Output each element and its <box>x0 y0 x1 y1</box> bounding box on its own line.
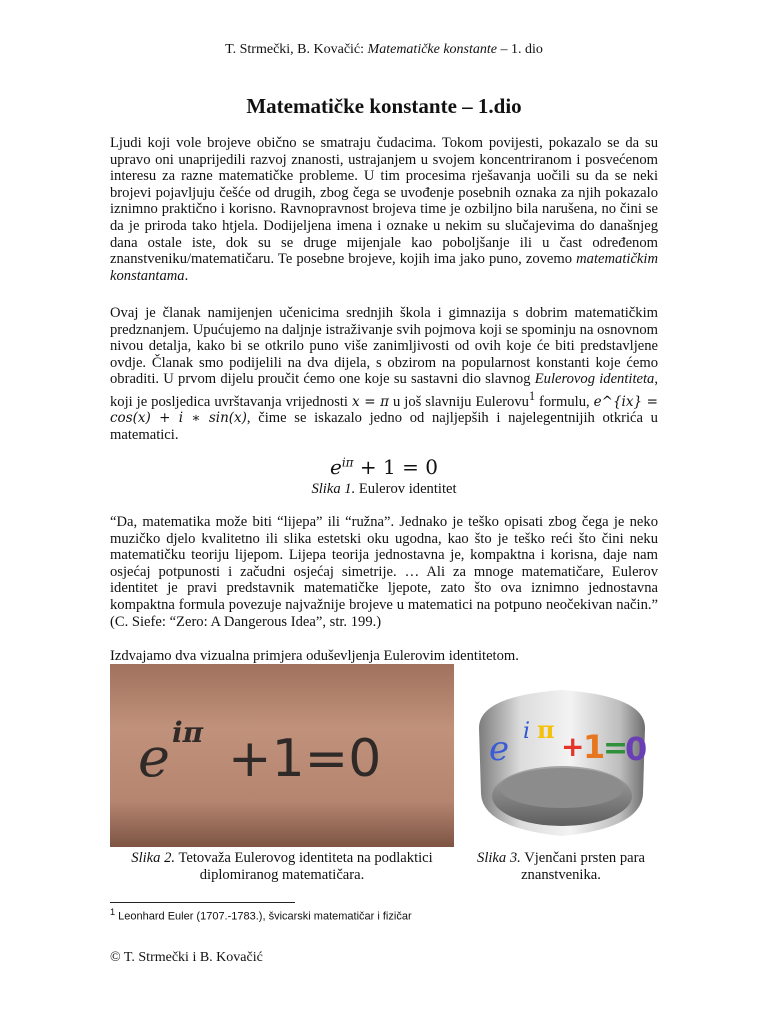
paragraph-examples: Izdvajamo dva vizualna primjera oduševljenja Eulerovim identitetom. <box>110 648 519 664</box>
running-header <box>0 42 768 58</box>
caption-label: Slika 1. <box>311 481 356 497</box>
footnote-number: 1 <box>110 907 116 917</box>
tattoo-exponent: iπ <box>172 716 204 749</box>
ring-plus: + <box>561 730 585 763</box>
inline-math: x = π <box>351 393 390 410</box>
paragraph-text: formulu, <box>535 393 594 410</box>
header-authors: T. Strmečki, B. Kovačić: <box>225 42 368 57</box>
page-footer: © T. Strmečki i B. Kovačić <box>110 950 263 965</box>
paragraph-end: . <box>184 267 189 284</box>
eq-rest: + 1 = 0 <box>353 455 438 479</box>
figure-1-caption <box>0 481 768 498</box>
footnote <box>110 907 412 923</box>
paragraph-purpose <box>110 305 658 444</box>
header-title: Matematičke konstante <box>367 42 497 57</box>
figure-2-caption <box>110 850 454 883</box>
caption-text: Eulerov identitet <box>355 481 457 497</box>
footnote-mark: 1 <box>528 388 536 403</box>
emphasis-text: matematičkim konstantama <box>110 251 658 284</box>
footnote-divider <box>110 902 295 903</box>
eq-exponent: iπ <box>341 455 354 470</box>
caption-text: Vjenčani prsten para znanstvenika. <box>520 850 645 883</box>
figure-3-caption <box>462 850 660 883</box>
emphasis-text: Eulerovog identiteta <box>534 371 655 388</box>
ring-one: 1 <box>583 728 606 766</box>
paragraph-text: , koji je posljedica uvrštavanja vrijednosti <box>110 371 658 410</box>
caption-label: Slika 2. <box>131 850 176 866</box>
ring-pi: π <box>537 715 555 744</box>
paragraph-text: Ovaj je članak namijenjen učenicima srednjih škola i gimnazija s dobrim matematičkim predznanjem. Upućujemo na daljnje istraživanje svih pojmova koji se spominju na osnovnom nivou detalja, kako bi se otkrilo puno više zanimljivosti od ovih koje će biti predstavljene ovdje. Članak smo podijelili na dva dijela, s obzirom na popularnost konstanti koje ćemo obraditi. U prvom dijelu proučit ćemo one koje su sastavni dio slavnog <box>110 305 658 388</box>
paragraph-text: u još slavniju Eulerovu <box>389 393 529 410</box>
euler-identity-equation <box>0 455 768 479</box>
ring-hole <box>500 768 624 808</box>
ring-photo <box>465 668 659 847</box>
paragraph-text: Ljudi koji vole brojeve obično se smatraju čudacima. Tokom povijesti, pokazalo se da su upravo oni unaprijedili razvoj znanosti, ustrajanjem u svojem koncentriranom i posvećenom interesu za razne matematičke probleme. U tim procesima rješavanja uočili su da se neki brojevi pojavljuju češće od drugih, zbog čega se uvođenje posebnih oznaka za njih pokazalo iznimno praktično i korisno. Ravnopravnost brojeva time je ozbiljno bila narušena, no čini se da je priroda tako htjela. Dodijeljena imena i oznake u nekim su slučajevima do današnjeg dana ostale iste, dok su se druge mijenjale kao poboljšanje ili u čast određenom znanstveniku/matematičaru. Te posebne brojeve, kojih ima jako puno, zovemo <box>110 135 658 268</box>
ring-i: i <box>523 719 531 744</box>
page-title: Matematičke konstante – 1.dio <box>246 94 522 118</box>
eq-base: e <box>330 455 342 479</box>
footnote-text: Leonhard Euler (1707.-1783.), švicarski matematičar i fizičar <box>115 910 412 923</box>
caption-text: Tetovaža Eulerovog identiteta na podlaktici diplomiranog matematičara. <box>175 850 433 883</box>
tattoo-photo <box>110 664 454 847</box>
ring-equals: = <box>603 731 629 766</box>
caption-label: Slika 3. <box>477 850 521 866</box>
tattoo-rest: +1=0 <box>228 729 382 789</box>
ring-zero: 0 <box>625 730 648 768</box>
ring-e: e <box>489 729 510 769</box>
paragraph-quote: “Da, matematika može biti “lijepa” ili “ružna”. Jednako je teško opisati zbog čega je neko muzičko djelo kvalitetno ili slika estetski oku ugodna, kao što je teško reći što čini neku matematičku teoriju lijepom. Lijepa teorija jednostavna je, kompaktna i korisna, daje nam osjećaj potpunosti i začudni osjećaj simetrije. … Ali za mnoge matematičare, Eulerov identitet je pravi predstavnik matematičke ljepote, zato što ova iznimno jednostavna kompaktna formula povezuje najvažnije brojeve u matematici na potpuno neočekivan način.” (C. Siefe: “Zero: A Dangerous Idea”, str. 199.) <box>110 514 658 630</box>
paragraph-text: , čime se iskazalo jedno od najljepših i najelegentnijih otkrića u matematici. <box>110 410 658 444</box>
header-part: – 1. dio <box>497 42 543 57</box>
tattoo-base: e <box>138 726 170 789</box>
inline-math: e^{ix} = cos(x) + i ∗ sin(x) <box>110 393 658 427</box>
paragraph-intro <box>110 135 658 284</box>
